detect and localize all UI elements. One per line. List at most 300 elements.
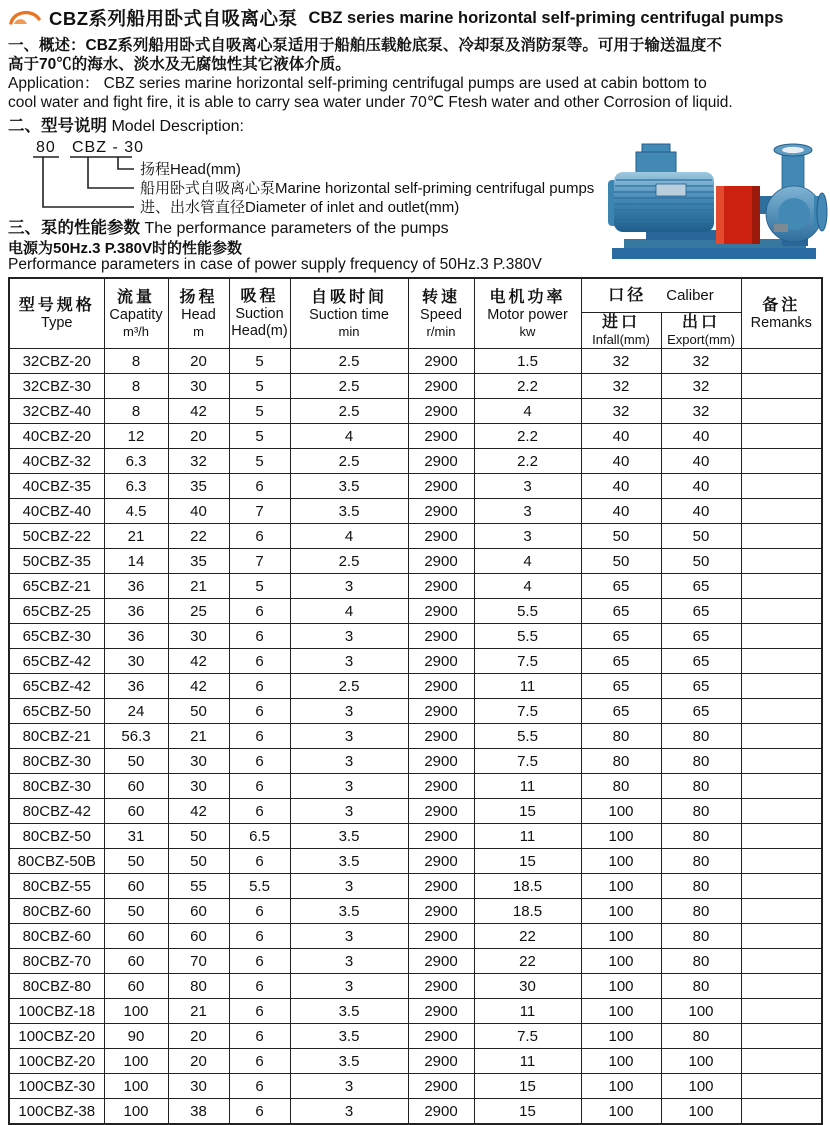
- power-note-zh: 电源为50Hz.3 P.380V时的性能参数: [8, 240, 242, 257]
- value-cell: 2900: [408, 774, 474, 799]
- value-cell: 40: [661, 424, 741, 449]
- value-cell: 12: [104, 424, 168, 449]
- value-cell: 70: [168, 949, 229, 974]
- value-cell: 21: [168, 574, 229, 599]
- value-cell: 5.5: [474, 624, 581, 649]
- remarks-cell: [741, 924, 822, 949]
- value-cell: 6: [229, 749, 290, 774]
- diagram-connector-lines: [33, 157, 134, 207]
- table-row: [9, 949, 822, 974]
- value-cell: 2900: [408, 374, 474, 399]
- value-cell: 80: [661, 724, 741, 749]
- col-infall-en: Infall(mm): [592, 332, 650, 347]
- model-cell: 100CBZ-20: [9, 1024, 104, 1049]
- value-cell: 42: [168, 674, 229, 699]
- col-speed: [408, 278, 474, 349]
- value-cell: 100: [581, 949, 661, 974]
- value-cell: 80: [661, 824, 741, 849]
- arc-swoosh-icon: [8, 5, 42, 31]
- model-cell: 32CBZ-20: [9, 349, 104, 374]
- col-type-zh: 型号规格: [18, 296, 95, 314]
- col-suction-time: [290, 278, 408, 349]
- value-cell: 30: [168, 774, 229, 799]
- value-cell: 14: [104, 549, 168, 574]
- col-capacity-unit: m³/h: [123, 323, 149, 339]
- table-row: [9, 549, 822, 574]
- col-suction-head-zh: 吸程: [240, 288, 279, 305]
- col-suction-time-unit: min: [338, 323, 360, 339]
- remarks-cell: [741, 424, 822, 449]
- value-cell: 6: [229, 624, 290, 649]
- value-cell: 3.5: [290, 999, 408, 1024]
- model-cell: 100CBZ-38: [9, 1099, 104, 1125]
- value-cell: 32: [168, 449, 229, 474]
- remarks-cell: [741, 624, 822, 649]
- value-cell: 60: [168, 924, 229, 949]
- overview-en-line1: Application： CBZ series marine horizontal self-priming centrifugal pumps are used at cabin bottom to: [8, 75, 707, 92]
- col-capacity-zh: 流量: [116, 288, 155, 306]
- model-cell: 32CBZ-40: [9, 399, 104, 424]
- value-cell: 3: [474, 524, 581, 549]
- value-cell: 2900: [408, 1099, 474, 1125]
- value-cell: 2.2: [474, 424, 581, 449]
- value-cell: 36: [104, 674, 168, 699]
- value-cell: 6.5: [229, 824, 290, 849]
- table-header: [9, 278, 822, 349]
- value-cell: 2900: [408, 849, 474, 874]
- value-cell: 31: [104, 824, 168, 849]
- value-cell: 15: [474, 1074, 581, 1099]
- performance-table: [8, 277, 823, 1125]
- value-cell: 2900: [408, 399, 474, 424]
- remarks-cell: [741, 649, 822, 674]
- remarks-cell: [741, 1049, 822, 1074]
- performance-heading: [8, 214, 449, 238]
- value-cell: 6: [229, 649, 290, 674]
- model-cell: 100CBZ-20: [9, 1049, 104, 1074]
- col-suction-time-en: Suction time: [309, 306, 389, 323]
- value-cell: 22: [474, 924, 581, 949]
- value-cell: 50: [661, 524, 741, 549]
- value-cell: 5: [229, 574, 290, 599]
- value-cell: 42: [168, 649, 229, 674]
- value-cell: 4: [290, 524, 408, 549]
- value-cell: 60: [104, 874, 168, 899]
- model-cell: 50CBZ-22: [9, 524, 104, 549]
- value-cell: 38: [168, 1099, 229, 1125]
- value-cell: 60: [104, 974, 168, 999]
- model-cell: 32CBZ-30: [9, 374, 104, 399]
- value-cell: 6: [229, 699, 290, 724]
- value-cell: 6: [229, 774, 290, 799]
- value-cell: 8: [104, 374, 168, 399]
- value-cell: 36: [104, 599, 168, 624]
- value-cell: 1.5: [474, 349, 581, 374]
- model-cell: 40CBZ-35: [9, 474, 104, 499]
- remarks-cell: [741, 724, 822, 749]
- value-cell: 80: [661, 949, 741, 974]
- value-cell: 90: [104, 1024, 168, 1049]
- col-capacity: [104, 278, 168, 349]
- value-cell: 35: [168, 549, 229, 574]
- performance-heading-en: The performance parameters of the pumps: [144, 220, 449, 237]
- value-cell: 40: [661, 474, 741, 499]
- value-cell: 65: [661, 574, 741, 599]
- value-cell: 50: [104, 899, 168, 924]
- value-cell: 100: [661, 1074, 741, 1099]
- remarks-cell: [741, 374, 822, 399]
- table-row: [9, 774, 822, 799]
- table-row: [9, 524, 822, 549]
- value-cell: 100: [581, 924, 661, 949]
- value-cell: 80: [661, 899, 741, 924]
- table-row: [9, 424, 822, 449]
- value-cell: 7.5: [474, 699, 581, 724]
- value-cell: 15: [474, 799, 581, 824]
- value-cell: 3: [290, 649, 408, 674]
- value-cell: 3: [290, 774, 408, 799]
- overview-english: [8, 74, 824, 112]
- value-cell: 3: [290, 949, 408, 974]
- value-cell: 65: [581, 574, 661, 599]
- value-cell: 22: [168, 524, 229, 549]
- value-cell: 8: [104, 349, 168, 374]
- model-cell: 80CBZ-60: [9, 899, 104, 924]
- value-cell: 6: [229, 799, 290, 824]
- performance-heading-zh: 三、泵的性能参数: [8, 219, 140, 237]
- value-cell: 60: [104, 774, 168, 799]
- table-row: [9, 674, 822, 699]
- value-cell: 65: [581, 674, 661, 699]
- remarks-cell: [741, 799, 822, 824]
- value-cell: 80: [661, 874, 741, 899]
- remarks-cell: [741, 699, 822, 724]
- value-cell: 6: [229, 949, 290, 974]
- value-cell: 100: [581, 1099, 661, 1125]
- col-suction-time-zh: 自吸时间: [310, 288, 387, 306]
- value-cell: 30: [168, 374, 229, 399]
- value-cell: 50: [168, 699, 229, 724]
- value-cell: 100: [581, 799, 661, 824]
- overview-chinese: [8, 36, 824, 74]
- value-cell: 11: [474, 774, 581, 799]
- value-cell: 55: [168, 874, 229, 899]
- value-cell: 6: [229, 1049, 290, 1074]
- overview-en-line2: cool water and fight fire, it is able to carry sea water under 70℃ Ftesh water and other Corrosion of liquid.: [8, 94, 733, 111]
- col-remarks-zh: 备注: [762, 296, 801, 314]
- title-chinese: CBZ系列船用卧式自吸离心泵: [49, 8, 298, 29]
- value-cell: 2900: [408, 1074, 474, 1099]
- value-cell: 65: [661, 599, 741, 624]
- col-infall: [581, 313, 661, 349]
- remarks-cell: [741, 749, 822, 774]
- col-head-en: Head: [181, 306, 216, 323]
- value-cell: 40: [581, 499, 661, 524]
- value-cell: 80: [581, 749, 661, 774]
- performance-table-body: [9, 349, 822, 1125]
- value-cell: 2.5: [290, 549, 408, 574]
- value-cell: 7: [229, 499, 290, 524]
- value-cell: 2.2: [474, 449, 581, 474]
- value-cell: 8: [104, 399, 168, 424]
- value-cell: 32: [661, 399, 741, 424]
- value-cell: 20: [168, 424, 229, 449]
- remarks-cell: [741, 1074, 822, 1099]
- table-row: [9, 849, 822, 874]
- col-capacity-en: Capatity: [109, 306, 163, 323]
- value-cell: 6: [229, 724, 290, 749]
- remarks-cell: [741, 449, 822, 474]
- model-cell: 80CBZ-21: [9, 724, 104, 749]
- col-head-zh: 扬程: [179, 288, 218, 306]
- col-caliber-en: Caliber: [666, 287, 714, 304]
- value-cell: 50: [661, 549, 741, 574]
- value-cell: 5: [229, 424, 290, 449]
- value-cell: 50: [168, 824, 229, 849]
- value-cell: 30: [474, 974, 581, 999]
- value-cell: 25: [168, 599, 229, 624]
- model-label-head: 扬程Head(mm): [140, 161, 241, 178]
- value-cell: 32: [581, 349, 661, 374]
- value-cell: 3: [290, 1074, 408, 1099]
- value-cell: 3.5: [290, 1049, 408, 1074]
- remarks-cell: [741, 1099, 822, 1125]
- value-cell: 7.5: [474, 1024, 581, 1049]
- value-cell: 40: [661, 449, 741, 474]
- table-row: [9, 749, 822, 774]
- value-cell: 6: [229, 924, 290, 949]
- value-cell: 80: [661, 849, 741, 874]
- value-cell: 100: [661, 999, 741, 1024]
- value-cell: 5: [229, 449, 290, 474]
- value-cell: 6: [229, 474, 290, 499]
- value-cell: 6: [229, 999, 290, 1024]
- value-cell: 2.5: [290, 449, 408, 474]
- value-cell: 2900: [408, 349, 474, 374]
- table-row: [9, 1049, 822, 1074]
- value-cell: 42: [168, 799, 229, 824]
- value-cell: 80: [581, 774, 661, 799]
- model-cell: 65CBZ-42: [9, 674, 104, 699]
- value-cell: 21: [168, 999, 229, 1024]
- col-suction-head-unit: Head(m): [231, 323, 288, 339]
- value-cell: 2900: [408, 924, 474, 949]
- model-heading-zh: 二、型号说明: [8, 117, 107, 135]
- value-cell: 3: [290, 799, 408, 824]
- value-cell: 40: [661, 499, 741, 524]
- model-cell: 80CBZ-30: [9, 774, 104, 799]
- value-cell: 3: [290, 874, 408, 899]
- model-cell: 80CBZ-55: [9, 874, 104, 899]
- value-cell: 7: [229, 549, 290, 574]
- table-row: [9, 699, 822, 724]
- value-cell: 40: [581, 474, 661, 499]
- value-cell: 3.5: [290, 899, 408, 924]
- value-cell: 2900: [408, 699, 474, 724]
- value-cell: 2900: [408, 649, 474, 674]
- value-cell: 40: [168, 499, 229, 524]
- remarks-cell: [741, 999, 822, 1024]
- pump-product-photo: [598, 136, 830, 268]
- model-code-prefix: 80: [36, 139, 56, 156]
- value-cell: 32: [661, 349, 741, 374]
- value-cell: 5.5: [474, 724, 581, 749]
- col-export: [661, 313, 741, 349]
- value-cell: 2900: [408, 899, 474, 924]
- col-speed-zh: 转速: [421, 288, 460, 306]
- model-cell: 100CBZ-18: [9, 999, 104, 1024]
- value-cell: 2.5: [290, 374, 408, 399]
- value-cell: 80: [661, 749, 741, 774]
- value-cell: 2900: [408, 949, 474, 974]
- value-cell: 56.3: [104, 724, 168, 749]
- col-type: [9, 278, 104, 349]
- table-row: [9, 899, 822, 924]
- value-cell: 2900: [408, 574, 474, 599]
- value-cell: 3.5: [290, 499, 408, 524]
- value-cell: 60: [104, 799, 168, 824]
- model-label-type: 船用卧式自吸离心泵Marine horizontal self-priming centrifugal pumps: [140, 180, 595, 197]
- value-cell: 6.3: [104, 474, 168, 499]
- value-cell: 100: [104, 1074, 168, 1099]
- value-cell: 3: [290, 699, 408, 724]
- col-suction-head-en: Suction: [235, 306, 284, 322]
- model-cell: 65CBZ-30: [9, 624, 104, 649]
- value-cell: 3.5: [290, 849, 408, 874]
- table-row: [9, 624, 822, 649]
- table-row: [9, 349, 822, 374]
- remarks-cell: [741, 674, 822, 699]
- model-cell: 65CBZ-50: [9, 699, 104, 724]
- value-cell: 100: [581, 974, 661, 999]
- table-row: [9, 974, 822, 999]
- value-cell: 21: [168, 724, 229, 749]
- value-cell: 4: [474, 549, 581, 574]
- model-heading-en: Model Description:: [111, 118, 244, 135]
- table-row: [9, 399, 822, 424]
- value-cell: 3: [290, 724, 408, 749]
- value-cell: 65: [581, 699, 661, 724]
- remarks-cell: [741, 499, 822, 524]
- overview-zh-line1: 一、概述：CBZ系列船用卧式自吸离心泵适用于船舶压载舱底泵、冷却泵及消防泵等。可用于输送温度不: [8, 37, 722, 54]
- value-cell: 5: [229, 399, 290, 424]
- value-cell: 2.5: [290, 674, 408, 699]
- table-row: [9, 874, 822, 899]
- model-cell: 65CBZ-25: [9, 599, 104, 624]
- remarks-cell: [741, 549, 822, 574]
- col-type-en: Type: [41, 314, 73, 331]
- value-cell: 3: [474, 474, 581, 499]
- value-cell: 21: [104, 524, 168, 549]
- value-cell: 100: [581, 849, 661, 874]
- value-cell: 2900: [408, 749, 474, 774]
- model-cell: 80CBZ-50B: [9, 849, 104, 874]
- value-cell: 2900: [408, 549, 474, 574]
- value-cell: 100: [581, 899, 661, 924]
- value-cell: 3: [290, 924, 408, 949]
- table-row: [9, 824, 822, 849]
- value-cell: 40: [581, 424, 661, 449]
- model-cell: 65CBZ-42: [9, 649, 104, 674]
- value-cell: 50: [104, 849, 168, 874]
- value-cell: 36: [104, 574, 168, 599]
- value-cell: 60: [168, 899, 229, 924]
- value-cell: 11: [474, 824, 581, 849]
- value-cell: 2900: [408, 799, 474, 824]
- value-cell: 50: [168, 849, 229, 874]
- col-speed-en: Speed: [420, 306, 462, 323]
- table-row: [9, 574, 822, 599]
- value-cell: 2900: [408, 499, 474, 524]
- value-cell: 2900: [408, 724, 474, 749]
- remarks-cell: [741, 574, 822, 599]
- table-row: [9, 599, 822, 624]
- value-cell: 4: [290, 424, 408, 449]
- model-cell: 100CBZ-30: [9, 1074, 104, 1099]
- value-cell: 6: [229, 1074, 290, 1099]
- col-suction-head: [229, 278, 290, 349]
- value-cell: 32: [661, 374, 741, 399]
- col-head-unit: m: [193, 323, 204, 339]
- value-cell: 2900: [408, 424, 474, 449]
- table-row: [9, 999, 822, 1024]
- value-cell: 80: [661, 1024, 741, 1049]
- value-cell: 100: [581, 1049, 661, 1074]
- table-row: [9, 1074, 822, 1099]
- value-cell: 20: [168, 1024, 229, 1049]
- value-cell: 22: [474, 949, 581, 974]
- value-cell: 3: [290, 749, 408, 774]
- value-cell: 3: [290, 974, 408, 999]
- value-cell: 2900: [408, 599, 474, 624]
- value-cell: 2900: [408, 524, 474, 549]
- value-cell: 30: [168, 749, 229, 774]
- model-code-diagram: [28, 132, 603, 222]
- value-cell: 5.5: [474, 599, 581, 624]
- remarks-cell: [741, 974, 822, 999]
- model-cell: 40CBZ-20: [9, 424, 104, 449]
- col-caliber-zh: 口径: [608, 287, 647, 304]
- value-cell: 6: [229, 674, 290, 699]
- table-row: [9, 1024, 822, 1049]
- table-row: [9, 1099, 822, 1125]
- value-cell: 15: [474, 849, 581, 874]
- model-cell: 65CBZ-21: [9, 574, 104, 599]
- remarks-cell: [741, 1024, 822, 1049]
- model-cell: 80CBZ-80: [9, 974, 104, 999]
- value-cell: 2900: [408, 999, 474, 1024]
- table-row: [9, 924, 822, 949]
- col-export-en: Export(mm): [667, 332, 735, 347]
- value-cell: 4: [474, 399, 581, 424]
- value-cell: 4: [474, 574, 581, 599]
- table-row: [9, 499, 822, 524]
- value-cell: 100: [661, 1099, 741, 1125]
- remarks-cell: [741, 399, 822, 424]
- value-cell: 32: [581, 374, 661, 399]
- value-cell: 100: [581, 1024, 661, 1049]
- value-cell: 100: [581, 1074, 661, 1099]
- model-cell: 40CBZ-40: [9, 499, 104, 524]
- value-cell: 35: [168, 474, 229, 499]
- value-cell: 18.5: [474, 899, 581, 924]
- value-cell: 20: [168, 1049, 229, 1074]
- value-cell: 3: [290, 624, 408, 649]
- value-cell: 6: [229, 1099, 290, 1125]
- value-cell: 20: [168, 349, 229, 374]
- value-cell: 2900: [408, 449, 474, 474]
- model-label-diameter: 进、出水管直径Diameter of inlet and outlet(mm): [140, 199, 460, 216]
